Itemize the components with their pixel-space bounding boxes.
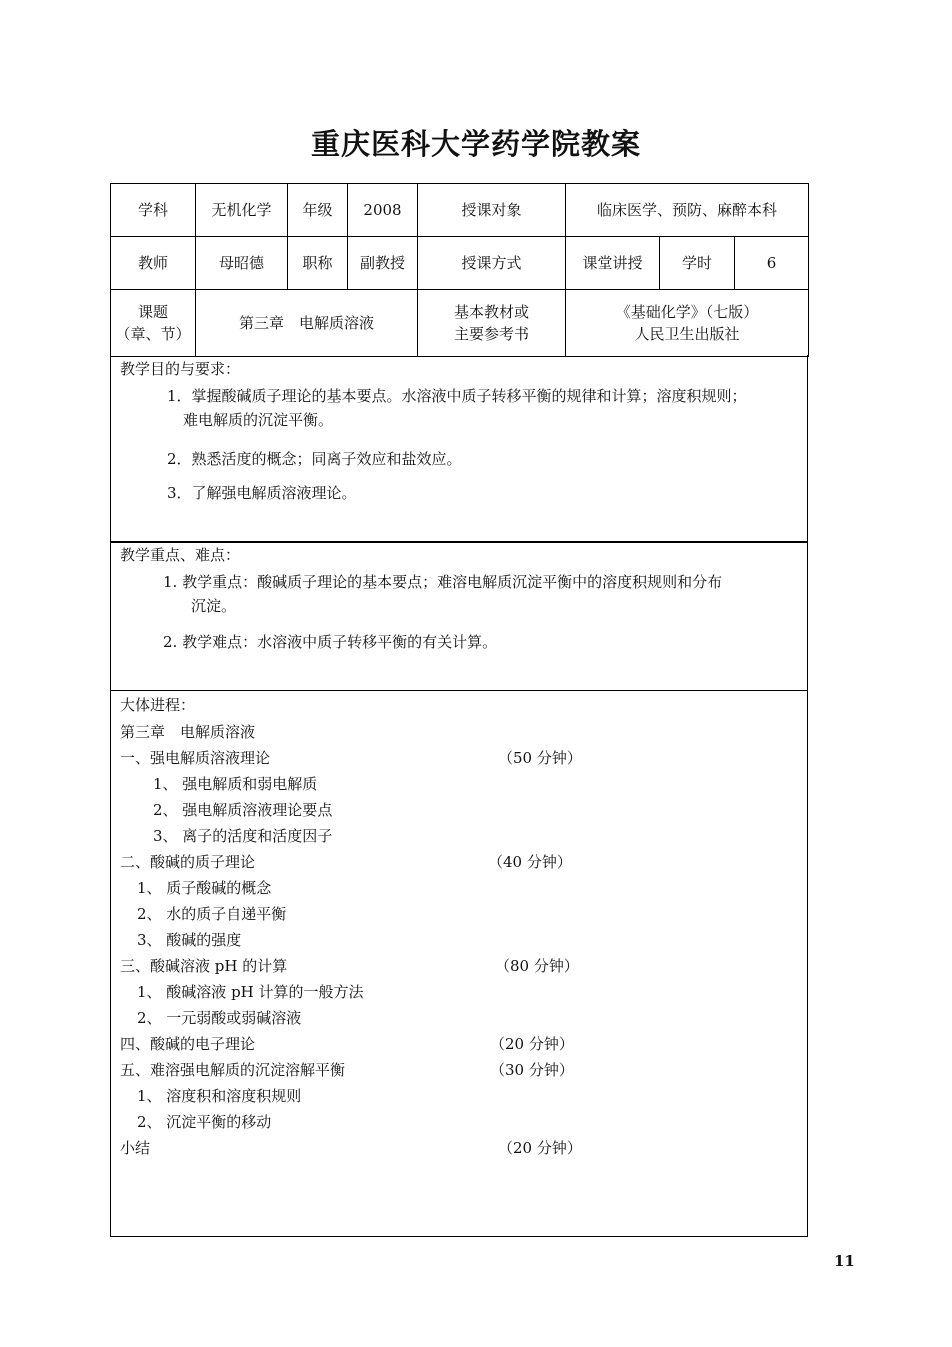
topic-label-line-2: （章、节） <box>115 325 191 343</box>
progress-line-text: 2、 水的质子自递平衡 <box>137 905 287 923</box>
progress-line-time: （40 分钟） <box>488 853 572 871</box>
subject-value: 无机化学 <box>196 184 288 237</box>
book-value-line-2: 人民卫生出版社 <box>634 325 740 343</box>
hours-value: 6 <box>735 237 809 290</box>
progress-line <box>120 771 807 797</box>
progress-line-text: 1、 溶度积和溶度积规则 <box>137 1087 302 1105</box>
progress-line <box>120 849 807 875</box>
progress-line <box>120 1109 807 1135</box>
teacher-value: 母昭德 <box>196 237 288 290</box>
objectives-heading: 教学目的与要求： <box>120 360 241 378</box>
progress-line <box>120 875 807 901</box>
hours-label: 学时 <box>660 237 735 290</box>
grade-label: 年级 <box>288 184 348 237</box>
progress-line <box>120 1057 807 1083</box>
book-label <box>418 290 566 357</box>
objective-item-2: 2．熟悉活度的概念；同离子效应和盐效应。 <box>167 450 462 468</box>
progress-line-text: 第三章 电解质溶液 <box>120 723 256 741</box>
document-title: 重庆医科大学药学院教案 <box>310 127 641 161</box>
progress-line-time: （80 分钟） <box>495 957 579 975</box>
progress-line-text: 四、酸碱的电子理论 <box>120 1035 256 1053</box>
progress-line <box>120 823 807 849</box>
progress-line <box>120 927 807 953</box>
progress-line-text: 2、 一元弱酸或弱碱溶液 <box>137 1009 302 1027</box>
topic-value: 第三章 电解质溶液 <box>196 290 418 357</box>
progress-line-text: 1、 强电解质和弱电解质 <box>153 775 318 793</box>
book-value <box>566 290 809 357</box>
audience-label: 授课对象 <box>418 184 566 237</box>
progress-line-text: 三、酸碱溶液 pH 的计算 <box>120 957 288 975</box>
progress-line-text: 一、强电解质溶液理论 <box>120 749 271 767</box>
book-value-line-1: 《基础化学》（七版） <box>615 303 759 321</box>
progress-line-text: 1、 酸碱溶液 pH 计算的一般方法 <box>137 983 364 1001</box>
progress-line <box>120 719 807 745</box>
grade-value: 2008 <box>348 184 418 237</box>
progress-line <box>120 745 807 771</box>
progress-line-text: 1、 质子酸碱的概念 <box>137 879 272 897</box>
progress-line-text: 二、酸碱的质子理论 <box>120 853 256 871</box>
audience-value: 临床医学、预防、麻醉本科 <box>566 184 809 237</box>
page-number: 11 <box>834 1252 855 1270</box>
topic-label-line-1: 课题 <box>137 303 168 321</box>
keypoint-item-2: 2. 教学难点：水溶液中质子转移平衡的有关计算。 <box>163 633 498 651</box>
progress-section <box>110 690 808 1237</box>
progress-line <box>120 1031 807 1057</box>
progress-line <box>120 1135 807 1161</box>
progress-line <box>120 797 807 823</box>
progress-line-text: 2、 强电解质溶液理论要点 <box>153 801 333 819</box>
progress-line-time: （20 分钟） <box>490 1035 574 1053</box>
teacher-label: 教师 <box>111 237 196 290</box>
progress-line-text: 2、 沉淀平衡的移动 <box>137 1113 272 1131</box>
keypoints-section <box>110 541 808 691</box>
rank-label: 职称 <box>288 237 348 290</box>
keypoints-heading: 教学重点、难点： <box>120 546 241 564</box>
progress-line-text: 3、 酸碱的强度 <box>137 931 242 949</box>
objective-item-1-line-2: 难电解质的沉淀平衡。 <box>183 411 334 429</box>
book-label-line-1: 基本教材或 <box>453 303 529 321</box>
course-info-table <box>110 183 809 357</box>
progress-line <box>120 1005 807 1031</box>
method-value: 课堂讲授 <box>566 237 660 290</box>
objective-item-1-line-1: 1．掌握酸碱质子理论的基本要点。水溶液中质子转移平衡的规律和计算；溶度积规则； <box>167 387 747 405</box>
progress-line-text: 五、难溶强电解质的沉淀溶解平衡 <box>120 1061 346 1079</box>
progress-line-time: （20 分钟） <box>498 1139 582 1157</box>
progress-line <box>120 1083 807 1109</box>
progress-line-text: 3、 离子的活度和活度因子 <box>153 827 333 845</box>
objectives-section <box>110 355 808 543</box>
progress-line-text: 小结 <box>120 1139 151 1157</box>
objective-item-3: 3．了解强电解质溶液理论。 <box>167 484 357 502</box>
progress-heading: 大体进程： <box>120 696 196 714</box>
progress-line-time: （50 分钟） <box>498 749 582 767</box>
progress-line-time: （30 分钟） <box>490 1061 574 1079</box>
rank-value: 副教授 <box>348 237 418 290</box>
method-label: 授课方式 <box>418 237 566 290</box>
subject-label: 学科 <box>111 184 196 237</box>
keypoint-item-1-line-1: 1. 教学重点：酸碱质子理论的基本要点；难溶电解质沉淀平衡中的溶度积规则和分布 <box>163 573 723 591</box>
book-label-line-2: 主要参考书 <box>453 325 529 343</box>
progress-line <box>120 953 807 979</box>
progress-line <box>120 901 807 927</box>
topic-label <box>111 290 196 357</box>
keypoint-item-1-line-2: 沉淀。 <box>191 597 237 615</box>
progress-line <box>120 979 807 1005</box>
